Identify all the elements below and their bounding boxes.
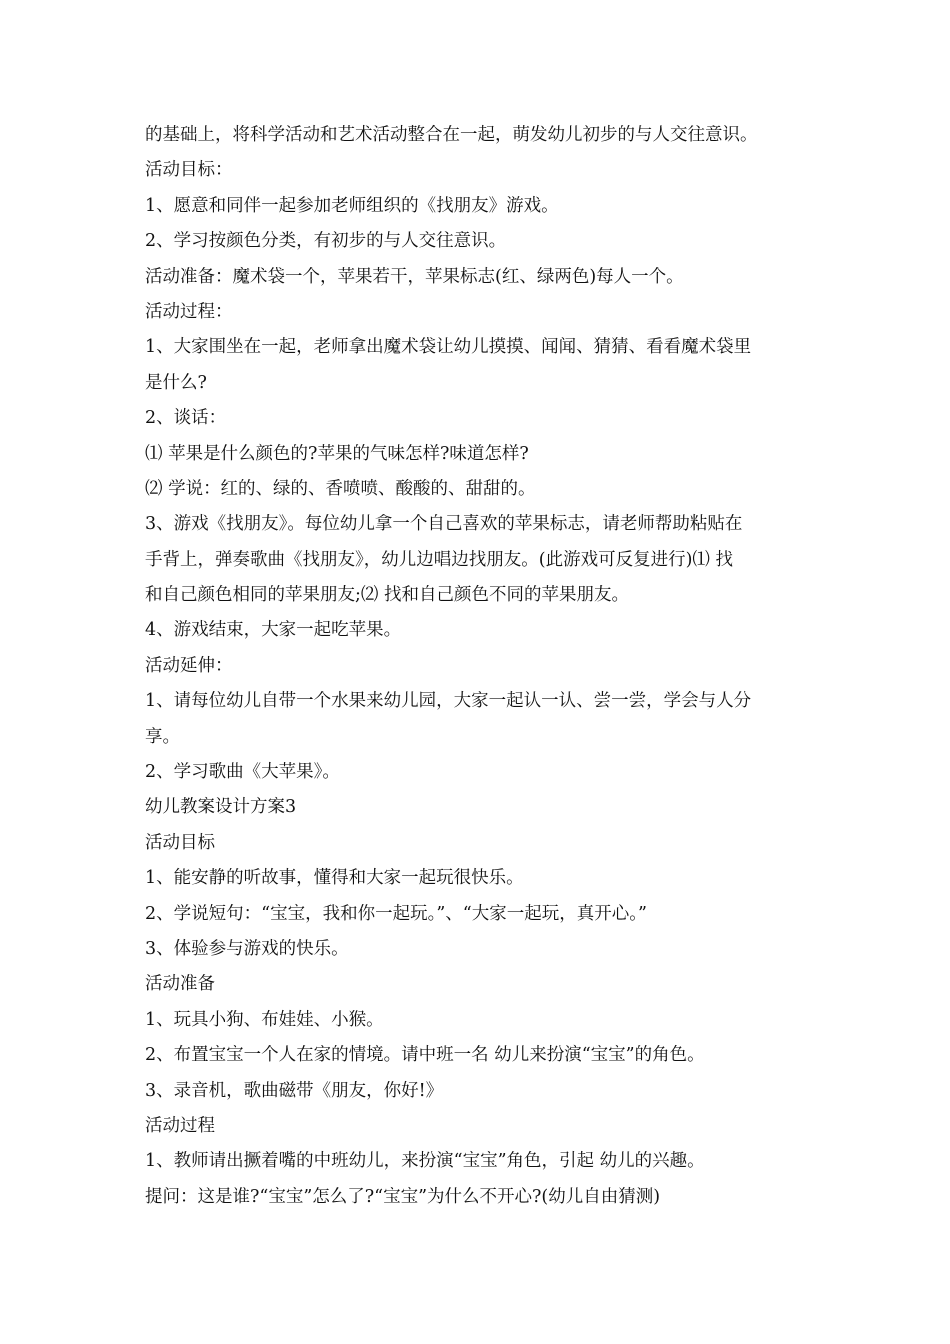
text-line: 和自己颜色相同的苹果朋友;⑵ 找和自己颜色不同的苹果朋友。 <box>145 585 629 606</box>
list-item: 1、教师请出撅着嘴的中班幼儿，来扮演“宝宝”角色，引起 幼儿的兴趣。 <box>145 1151 705 1172</box>
list-item: 3、游戏《找朋友》。每位幼儿拿一个自己喜欢的苹果标志，请老师帮助粘贴在 <box>145 514 743 535</box>
list-item: 1、玩具小狗、布娃娃、小猴。 <box>145 1009 384 1030</box>
section-heading: 活动目标： <box>145 160 233 181</box>
section-heading: 活动准备 <box>145 974 215 995</box>
document-body <box>145 118 815 1215</box>
text-line: 提问：这是谁?“宝宝”怎么了?“宝宝”为什么不开心?(幼儿自由猜测) <box>145 1186 661 1207</box>
list-item: 3、录音机，歌曲磁带《朋友，你好!》 <box>145 1080 444 1101</box>
list-item: 2、谈话： <box>145 408 227 429</box>
section-heading: 活动过程： <box>145 301 233 322</box>
text-line: 手背上，弹奏歌曲《找朋友》，幼儿边唱边找朋友。(此游戏可反复进行)⑴ 找 <box>145 549 733 570</box>
section-heading: 活动目标 <box>145 832 215 853</box>
list-item: ⑵ 学说：红的、绿的、香喷喷、酸酸的、甜甜的。 <box>145 478 536 499</box>
list-item: 1、能安静的听故事，懂得和大家一起玩很快乐。 <box>145 868 524 889</box>
list-item: 2、布置宝宝一个人在家的情境。请中班一名 幼儿来扮演“宝宝”的角色。 <box>145 1045 705 1066</box>
list-item: 1、大家围坐在一起，老师拿出魔术袋让幼儿摸摸、闻闻、猜猜、看看魔术袋里 <box>145 337 752 358</box>
text-line: 活动准备：魔术袋一个，苹果若干，苹果标志(红、绿两色)每人一个。 <box>145 266 684 287</box>
list-item: 4、游戏结束，大家一起吃苹果。 <box>145 620 402 641</box>
list-item: 2、学习按颜色分类，有初步的与人交往意识。 <box>145 231 507 252</box>
list-item: ⑴ 苹果是什么颜色的?苹果的气味怎样?味道怎样? <box>145 443 529 464</box>
list-item: 2、学习歌曲《大苹果》。 <box>145 762 340 783</box>
list-item: 3、体验参与游戏的快乐。 <box>145 938 349 959</box>
list-item: 2、学说短句：“宝宝，我和你一起玩。”、“大家一起玩，真开心。” <box>145 903 647 924</box>
list-item: 1、请每位幼儿自带一个水果来幼儿园，大家一起认一认、尝一尝，学会与人分 <box>145 691 752 712</box>
section-heading: 活动延伸： <box>145 655 233 676</box>
text-line: 享。 <box>145 726 180 747</box>
text-line: 的基础上，将科学活动和艺术活动整合在一起，萌发幼儿初步的与人交往意识。 <box>145 125 758 145</box>
list-item: 1、愿意和同伴一起参加老师组织的《找朋友》游戏。 <box>145 195 559 216</box>
section-heading: 活动过程 <box>145 1115 215 1136</box>
section-title: 幼儿教案设计方案3 <box>145 797 297 818</box>
text-line: 是什么? <box>145 372 207 393</box>
